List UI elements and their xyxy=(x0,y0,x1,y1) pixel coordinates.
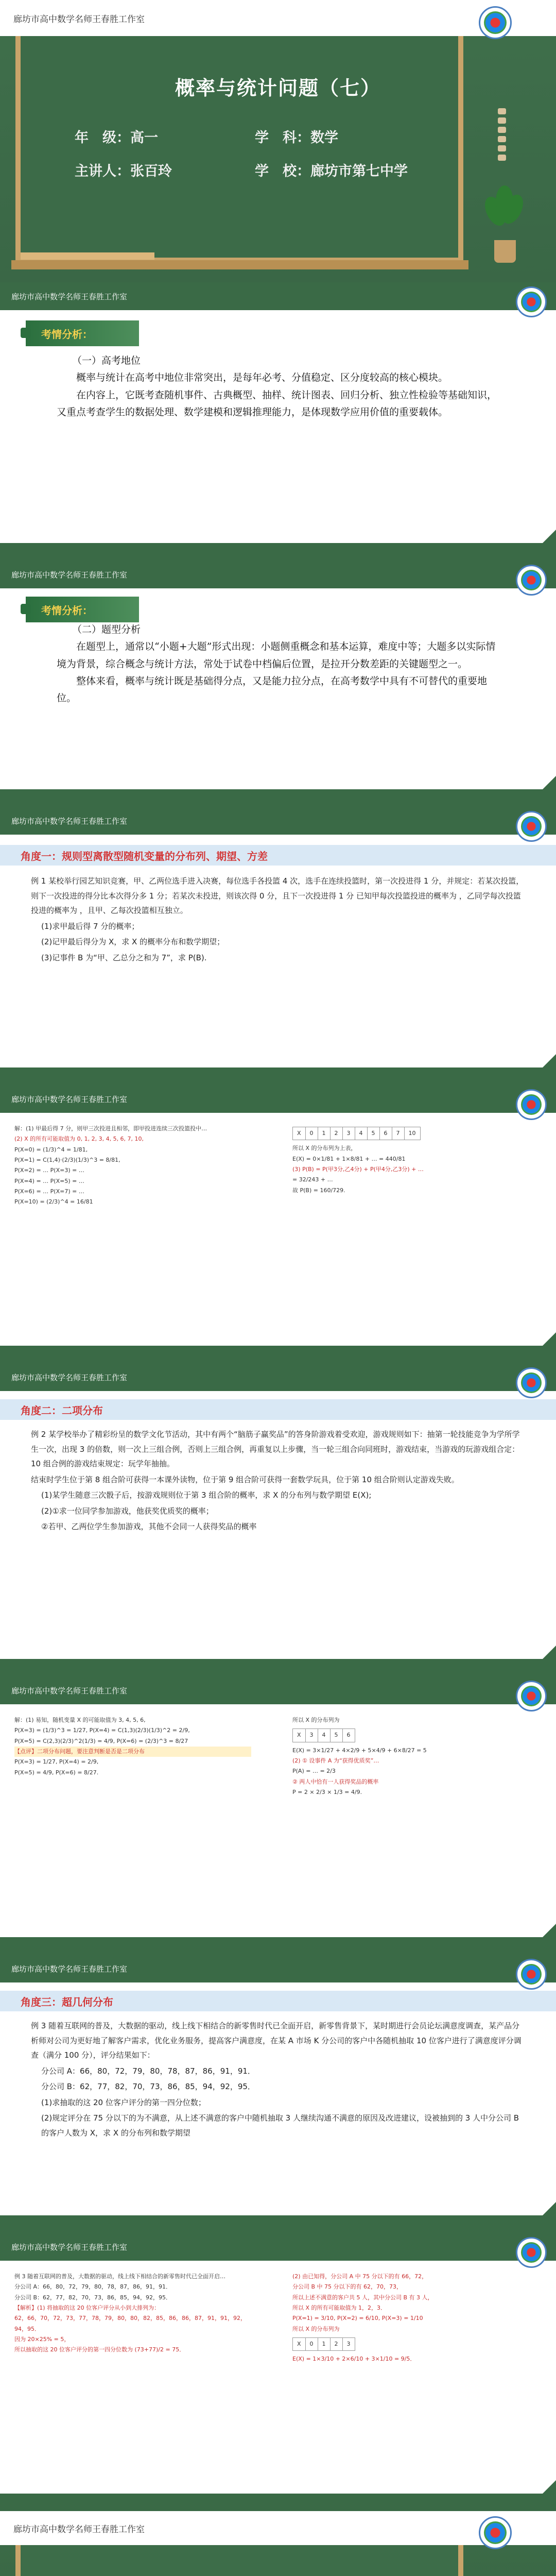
analysis-body xyxy=(57,621,499,707)
solution-line: P = 2 × 2/3 × 1/3 = 4/9. xyxy=(292,1789,362,1796)
example-slide-1 xyxy=(0,807,556,1085)
analysis-paragraph: 在题型上，通常以“小题+大题”形式出现：小题侧重概念和基本运算，难度中等；大题多以实际情境为背景，综合概念与统计方法，常处于试卷中档偏后位置，是拉开分数差距的关键题型之一。 xyxy=(57,641,496,670)
solution-line: 所以 X 的分布列为上表， xyxy=(292,1145,357,1152)
plant-icon xyxy=(481,185,528,263)
solution-line: (3) P(B) = P(甲3分,乙4分) + P(甲4分,乙3分) + … xyxy=(292,1166,424,1173)
subject-label: 学 科： xyxy=(255,130,310,146)
solution-line: P(X=3) = 1/27, P(X=4) = 2/9, xyxy=(14,1758,99,1766)
solution-slide-1 xyxy=(0,1085,556,1363)
solution-left-page xyxy=(14,1124,251,1208)
grade-label: 年 级： xyxy=(75,130,130,146)
table-cell: 0 xyxy=(305,1127,318,1140)
solution-line: P(X=1) = 3/10, P(X=2) = 6/10, P(X=3) = 1/10 xyxy=(292,2315,423,2322)
solution-line: ② 两人中恰有一人获得奖品的概率 xyxy=(292,1778,379,1785)
analysis-slide-2 xyxy=(0,561,556,807)
slide-header xyxy=(0,2233,556,2261)
solution-line: 分公司 B 中 75 分以下的有 62，70，73， xyxy=(292,2283,403,2291)
analysis-body xyxy=(57,352,499,421)
school-value: 廊坊市第七中学 xyxy=(310,163,408,179)
solution-right-page xyxy=(292,1715,529,1798)
school-logo-icon xyxy=(516,1959,547,1990)
analysis-slide-1 xyxy=(0,282,556,561)
thanks-slide xyxy=(0,2511,556,2576)
table-cell: 6 xyxy=(379,1127,392,1140)
slide-footer xyxy=(0,789,556,807)
table-cell: X xyxy=(293,1127,306,1140)
angle-title: 角度二：二项分布 xyxy=(0,1399,556,1420)
chalk-tray xyxy=(11,260,468,269)
slide-header xyxy=(0,1085,556,1113)
slide-footer xyxy=(0,1067,556,1085)
distribution-table xyxy=(292,1127,421,1140)
lecture-title: 概率与统计问题（七） xyxy=(175,77,381,99)
studio-title: 廊坊市高中数学名师王春胜工作室 xyxy=(11,1094,128,1104)
example-line: 例 2 某学校举办了精彩纷呈的数学文化节活动，其中有两个“脑筋子赢奖品”的答身阶游戏着受欢迎，游戏规则如下：抽第一轮技能竞争为学所学生一次，出现 3 的倍数，则一次上三组合例，否则上三组合例，再重复以上步骤，当一轮三组合向同班时，游戏结束，当游戏的玩游戏组合定：10 组合例的游戏结束规定：玩学年抽抽。 xyxy=(31,1430,520,1468)
solution-line: P(X=1) = C(1,4)·(2/3)(1/3)^3 = 8/81, xyxy=(14,1157,120,1164)
ruler-icon xyxy=(21,252,154,260)
solution-line: P(X=5) = C(2,3)(2/3)^2(1/3) = 4/9, P(X=6) = (2/3)^3 = 8/27 xyxy=(14,1737,188,1744)
solution-line: 所以 X 的分布列为 xyxy=(292,1717,340,1723)
studio-title: 廊坊市高中数学名师王春胜工作室 xyxy=(11,2242,128,2252)
table-cell: 3 xyxy=(305,1729,318,1742)
studio-title: 廊坊市高中数学名师王春胜工作室 xyxy=(0,2511,556,2545)
slide-header xyxy=(0,1363,556,1391)
example-line: 结束时学生位于第 8 组合阶可获得一本课外读物，位于第 9 组合阶可获得一套数学玩具，位于第 10 组合阶则认定游戏失败。 xyxy=(31,1475,459,1484)
table-cell: 3 xyxy=(342,1127,355,1140)
table-cell: 2 xyxy=(330,1127,342,1140)
slide-header xyxy=(0,1955,556,1982)
analysis-paragraph: 在内容上，它既考查随机事件、古典概型、抽样、统计图表、回归分析、独立性检验等基础知识，又重点考查学生的数据处理、数学建模和逻辑推理能力，是体现数学应用价值的重要载体。 xyxy=(57,389,497,418)
school-logo-icon xyxy=(516,1089,547,1120)
analysis-heading: （一）高考地位 xyxy=(72,355,141,366)
analysis-paragraph: 整体来看，概率与统计既是基础得分点，又是能力拉分点，在高考数学中具有不可替代的重要地位。 xyxy=(57,675,488,704)
solution-line: P(X=10) = (2/3)^4 = 16/81 xyxy=(14,1198,93,1206)
grade-value: 高一 xyxy=(130,130,158,146)
table-cell: 6 xyxy=(342,1729,355,1742)
table-cell: 5 xyxy=(330,1729,342,1742)
slide-header xyxy=(0,807,556,835)
table-cell: 0 xyxy=(305,2338,318,2351)
solution-line: 所以 X 的所有可能取值为 1，2，3． xyxy=(292,2304,387,2312)
studio-title: 廊坊市高中数学名师王春胜工作室 xyxy=(11,292,128,301)
table-cell: X xyxy=(293,1729,306,1742)
example-line: (2)①求一位同学参加游戏，他获奖优质奖的概率； xyxy=(41,1506,214,1516)
school-logo-icon xyxy=(516,1367,547,1398)
slide-footer xyxy=(0,2215,556,2233)
section-tag xyxy=(26,320,139,346)
school-logo-icon xyxy=(516,565,547,596)
example-line: 分公司 B：62，77，82，70，73，86，85，94，92，95． xyxy=(41,2082,255,2091)
solution-line: 所以抽取的这 20 位客户评分的第一四分位数为 (73+77)/2 = 75． xyxy=(14,2346,185,2353)
studio-title: 廊坊市高中数学名师王春胜工作室 xyxy=(11,570,128,580)
studio-title: 廊坊市高中数学名师王春胜工作室 xyxy=(11,1372,128,1382)
solution-line: (2) ① 设事件 A 为“获得优质奖”… xyxy=(292,1757,379,1765)
example-line: (2)规定评分在 75 分以下的为不满意，从上述不满意的客户中随机抽取 3 人继续沟通不满意的原因及改进建议，设被抽到的 3 人中分公司 B 的客户人数为 X，求 X 的分布列和数学期望 xyxy=(41,2113,519,2138)
analysis-paragraph: 概率与统计在高考中地位非常突出，是每年必考、分值稳定、区分度较高的核心模块。 xyxy=(76,372,448,384)
solution-left-page xyxy=(14,1715,251,1778)
example-text xyxy=(31,2019,525,2141)
school-logo-icon xyxy=(516,2237,547,2268)
example-line: (3)记事件 B 为“甲、乙总分之和为 7”，求 P(B). xyxy=(41,953,207,962)
solution-line: (2) X 的所有可能取值为 0, 1, 2, 3, 4, 5, 6, 7, 10, xyxy=(14,1136,144,1143)
table-cell: 4 xyxy=(355,1127,367,1140)
solution-line: 【点评】二项分布问题，要注意判断是否是二项分布 xyxy=(14,1747,251,1757)
solution-line: 故 P(B) = 160/729. xyxy=(292,1187,345,1194)
slide-header xyxy=(0,1676,556,1704)
solution-line: 例 3 随着互联网的普及，大数据的驱动，线上线下相结合的新零售时代已全面开启… xyxy=(14,2273,225,2280)
table-cell: 7 xyxy=(392,1127,404,1140)
slide-header xyxy=(0,282,556,310)
distribution-table xyxy=(292,2337,355,2351)
solution-line: P(X=0) = (1/3)^4 = 1/81, xyxy=(14,1146,88,1153)
school-logo-icon xyxy=(516,1681,547,1711)
solution-line: P(X=3) = (1/3)^3 = 1/27, P(X=4) = C(1,3)(2/3)(1/3)^2 = 2/9, xyxy=(14,1727,190,1734)
solution-line: 【解析】(1) 将抽取的这 20 位客户评分从小到大排列为： xyxy=(14,2304,160,2312)
fan-icon xyxy=(492,108,512,165)
blackboard xyxy=(15,2545,463,2576)
section-tag xyxy=(26,597,139,622)
lecture-meta xyxy=(75,126,435,193)
studio-title: 廊坊市高中数学名师王春胜工作室 xyxy=(11,1686,128,1696)
solution-line: 因为 20×25% = 5， xyxy=(14,2336,70,2343)
example-line: ②若甲、乙两位学生参加游戏，其他不会同一人获得奖品的概率 xyxy=(41,1522,257,1531)
example-line: (1)某学生随意三次骰子后，按游戏规则位于第 3 组合阶的概率，求 X 的分布列与数学期望 E(X); xyxy=(41,1490,372,1500)
solution-line: 解：(1) 甲最后得 7 分，则甲三次投进且相邻，即甲投进连续三次投篮投中… xyxy=(14,1125,207,1132)
solution-line: 分公司 B：62，77，82，70，73，86，85，94，92，95． xyxy=(14,2294,172,2301)
solution-line: 所以 X 的分布列为 xyxy=(292,2325,340,2332)
school-logo-icon xyxy=(479,6,512,39)
solution-slide-3 xyxy=(0,2233,556,2511)
solution-line: E(X) = 3×1/27 + 4×2/9 + 5×4/9 + 6×8/27 = 5 xyxy=(292,1747,427,1754)
solution-line: (2) 由已知得，分公司 A 中 75 分以下的有 66，72， xyxy=(292,2273,428,2280)
table-cell: 2 xyxy=(330,2338,342,2351)
solution-right-page xyxy=(292,1124,529,1196)
studio-title: 廊坊市高中数学名师王春胜工作室 xyxy=(11,1964,128,1974)
table-cell: 1 xyxy=(318,1127,330,1140)
distribution-table xyxy=(292,1728,355,1742)
solution-line: P(X=5) = 4/9, P(X=6) = 8/27. xyxy=(14,1769,99,1776)
angle-title: 角度三：超几何分布 xyxy=(0,1991,556,2011)
angle-title: 角度一：规则型离散型随机变量的分布列、期望、方差 xyxy=(0,845,556,866)
example-slide-3 xyxy=(0,1955,556,2233)
solution-line: P(X=2) = … P(X=3) = … xyxy=(14,1167,84,1174)
cover-slide xyxy=(0,0,556,282)
example-text xyxy=(31,874,525,966)
example-line: 分公司 A：66，80，72，79，80，78，87，86，91，91． xyxy=(41,2066,255,2076)
studio-title: 廊坊市高中数学名师王春胜工作室 xyxy=(0,0,556,36)
example-slide-2 xyxy=(0,1363,556,1676)
speaker-value: 张百玲 xyxy=(130,163,172,179)
table-cell: 3 xyxy=(342,2338,355,2351)
slide-footer xyxy=(0,1937,556,1955)
solution-line: P(A) = … = 2/3 xyxy=(292,1768,336,1775)
slide-footer xyxy=(0,1659,556,1676)
solution-right-page xyxy=(292,2272,529,2365)
slide-footer xyxy=(0,1346,556,1363)
solution-left-page xyxy=(14,2272,251,2355)
solution-line: 62，66，70，72，73，77，78，79，80，80，82，85，86，86，87，91，91，92，94，95． xyxy=(14,2315,246,2332)
table-cell: 5 xyxy=(367,1127,379,1140)
section-tag-label: 考情分析： xyxy=(41,604,93,617)
slide-footer xyxy=(0,543,556,561)
example-line: 例 3 随着互联网的普及，大数据的驱动，线上线下相结合的新零售时代已全面开启，新零售背景下，某时期进行会员论坛满意度调查，某产品分析师对公司为更好地了解客户需求，优化业务服务，提高客户满意度，在某 A 市场 K 分公司的客户中各随机抽取 10 位客户进行了满意度评分调查（满分 100 分），评分结果如下： xyxy=(31,2021,522,2060)
solution-line: E(X) = 1×3/10 + 2×6/10 + 3×1/10 = 9/5． xyxy=(292,2355,416,2363)
table-cell: 1 xyxy=(318,2338,330,2351)
slide-footer xyxy=(0,2494,556,2511)
example-line: (2)记甲最后得分为 X，求 X 的概率分布和数学期望； xyxy=(41,937,225,946)
school-logo-icon xyxy=(479,2516,512,2549)
school-logo-icon xyxy=(516,811,547,842)
solution-line: P(X=4) = … P(X=5) = … xyxy=(14,1177,84,1184)
analysis-heading: （二）题型分析 xyxy=(72,624,141,635)
school-label: 学 校： xyxy=(255,163,310,179)
slide-header xyxy=(0,561,556,588)
example-line: 例 1 某校举行园艺知识竞赛，甲、乙两位选手进入决赛，每位选手各投篮 4 次，选手在连续投篮时，第一次投进得 1 分，并规定：若某次投篮，则下一次投进的得分比本次得分多 1 分；若某次未投进，则该次得 0 分，且下一次投进得 1 分 已知甲每次投篮投进的概率为 ，乙同学每次投篮投进的概率为 ，且甲、乙每次投篮相互独立。 xyxy=(31,876,524,915)
example-line: (1)求抽取的这 20 位客户评分的第一四分位数； xyxy=(41,2097,206,2107)
school-logo-icon xyxy=(516,286,547,317)
solution-line: 分公司 A：66，80，72，79，80，78，87，86，91，91． xyxy=(14,2283,171,2291)
table-cell: 10 xyxy=(404,1127,420,1140)
table-cell: 4 xyxy=(318,1729,330,1742)
table-cell: X xyxy=(293,2338,306,2351)
studio-title: 廊坊市高中数学名师王春胜工作室 xyxy=(11,816,128,826)
solution-line: 所以上述不满意的客户共 5 人，其中分公司 B 有 3 人， xyxy=(292,2294,433,2301)
example-text xyxy=(31,1427,525,1535)
solution-slide-2 xyxy=(0,1676,556,1955)
section-tag-label: 考情分析： xyxy=(41,328,93,341)
speaker-label: 主讲人： xyxy=(75,163,130,179)
solution-line: 解：(1) 易知，随机变量 X 的可能取值为 3, 4, 5, 6, xyxy=(14,1717,146,1723)
solution-line: P(X=6) = … P(X=7) = … xyxy=(14,1188,84,1195)
solution-line: E(X) = 0×1/81 + 1×8/81 + … = 440/81 xyxy=(292,1155,406,1162)
example-line: (1)求甲最后得 7 分的概率； xyxy=(41,921,140,931)
solution-line: = 32/243 + … xyxy=(292,1176,333,1183)
subject-value: 数学 xyxy=(310,130,338,146)
